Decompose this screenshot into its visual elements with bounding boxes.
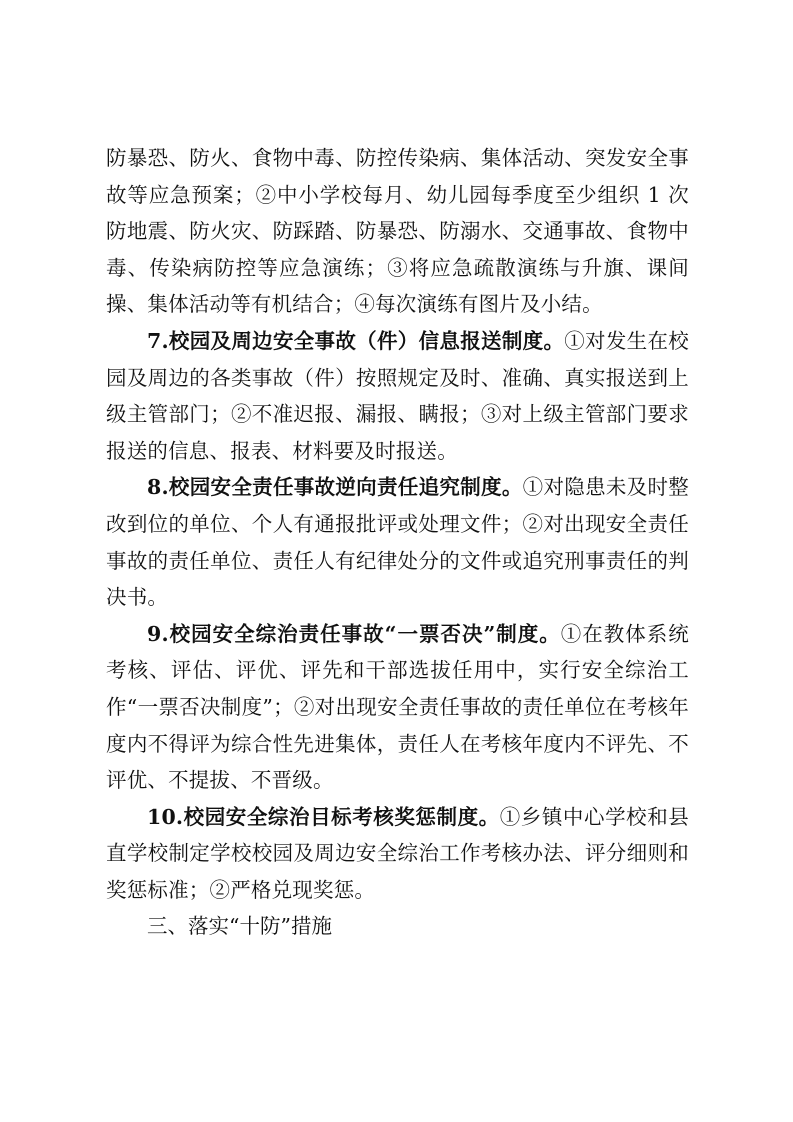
paragraph-item-8: [106, 469, 689, 615]
item-9-title: 9.校园安全综治责任事故“一票否决”制度。: [147, 621, 561, 646]
paragraph-item-9: [106, 616, 689, 799]
item-8-text: ①对隐患未及时整改到位的单位、个人有通报批评或处理文件；②对出现安全责任事故的责任单位、责任人有纪律处分的文件或追究刑事责任的判决书。: [106, 475, 689, 610]
item-10-title: 10.校园安全综治目标考核奖惩制度。: [147, 804, 500, 829]
item-10-text: ①乡镇中心学校和县直学校制定学校校园及周边安全综治工作考核办法、评分细则和奖惩标准；②严格兑现奖惩。: [106, 804, 689, 902]
item-8-title: 8.校园安全责任事故逆向责任追究制度。: [147, 475, 523, 500]
paragraph-emergency-drills: [106, 140, 689, 323]
item-7-title: 7.校园及周边安全事故（件）信息报送制度。: [147, 328, 565, 353]
section-heading: 三、落实“十防”措施: [147, 914, 332, 939]
paragraph-text: 防暴恐、防火、食物中毒、防控传染病、集体活动、突发安全事故等应急预案；②中小学校每月、幼儿园每季度至少组织 1 次防地震、防火灾、防踩踏、防暴恐、防溺水、交通事故、食物中毒、传染病防控等应急演练；③将应急疏散演练与升旗、课间操、集体活动等有机结合；④每次演练有图片及小结。: [106, 146, 689, 317]
paragraph-item-7: [106, 323, 689, 469]
paragraph-item-10: [106, 799, 689, 909]
item-9-text: ①在教体系统考核、评估、评优、评先和干部选拔任用中，实行安全综治工作“一票否决制度”；②对出现安全责任事故的责任单位在考核年度内不得评为综合性先进集体，责任人在考核年度内不评先、不评优、不提拔、不晋级。: [106, 621, 690, 793]
document-page: [106, 140, 689, 945]
item-7-text: ①对发生在校园及周边的各类事故（件）按照规定及时、准确、真实报送到上级主管部门；②不准迟报、漏报、瞒报；③对上级主管部门要求报送的信息、报表、材料要及时报送。: [106, 328, 689, 463]
